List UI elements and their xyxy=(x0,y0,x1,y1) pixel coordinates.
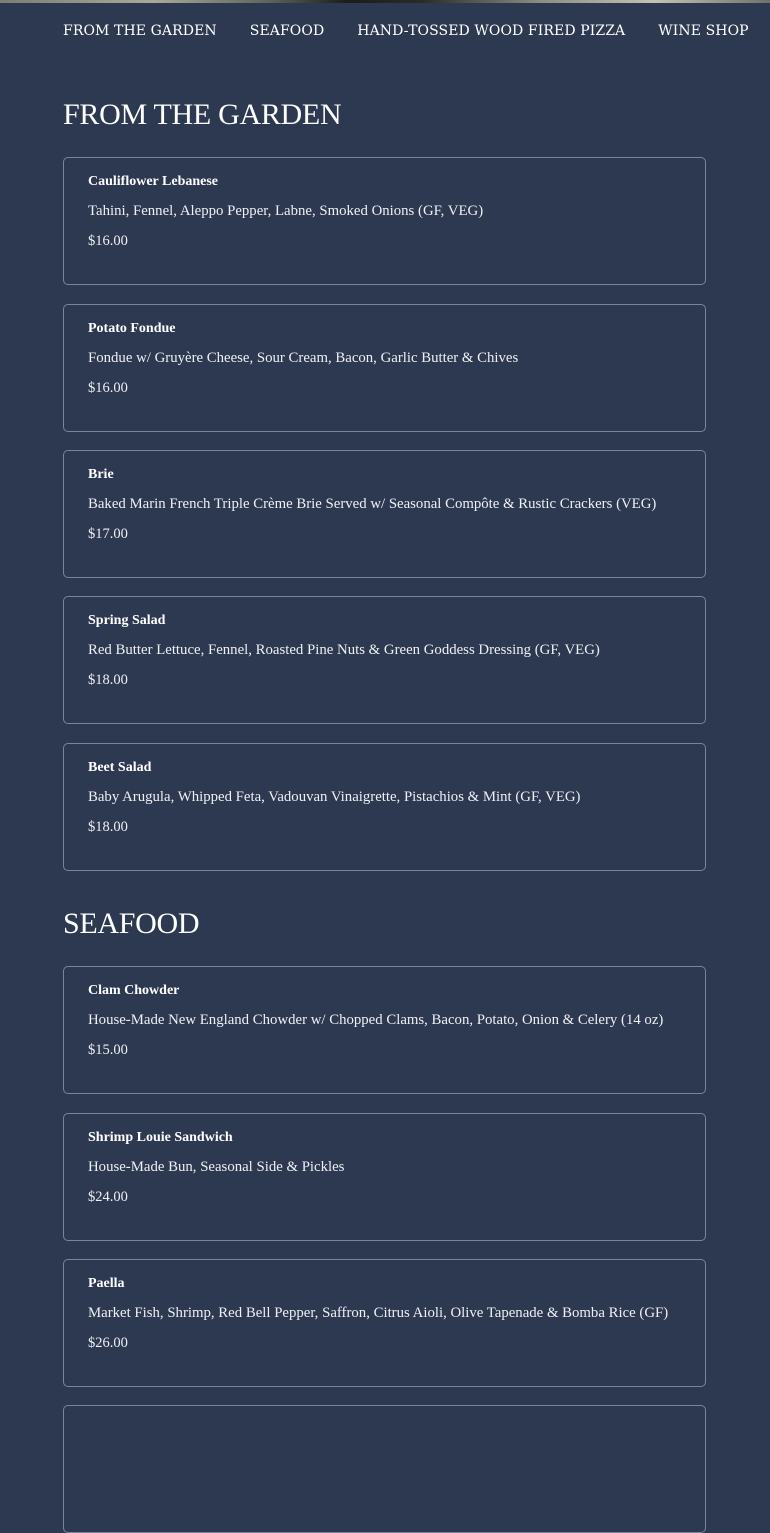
menu-item-card xyxy=(63,157,706,285)
menu-item-name: Beet Salad xyxy=(88,760,152,775)
menu-item-description: Baby Arugula, Whipped Feta, Vadouvan Vinaigrette, Pistachios & Mint (GF, VEG) xyxy=(88,789,581,805)
menu-item-name: Shrimp Louie Sandwich xyxy=(88,1130,233,1145)
menu-item-price: $18.00 xyxy=(88,819,128,835)
menu-item-description: Fondue w/ Gruyère Cheese, Sour Cream, Bacon, Garlic Butter & Chives xyxy=(88,350,519,366)
menu-item-card xyxy=(63,596,706,724)
menu-item-name: Clam Chowder xyxy=(88,983,180,998)
menu-item-price: $16.00 xyxy=(88,233,128,249)
menu-item-card xyxy=(63,743,706,871)
menu-item-card xyxy=(63,304,706,432)
menu-item-card xyxy=(63,966,706,1094)
menu-item-description: Tahini, Fennel, Aleppo Pepper, Labne, Smoked Onions (GF, VEG) xyxy=(88,203,484,219)
nav-link-from-the-garden[interactable]: FROM THE GARDEN xyxy=(63,23,217,39)
menu-item-price: $15.00 xyxy=(88,1042,128,1058)
menu-item-card xyxy=(63,450,706,578)
category-nav xyxy=(63,20,770,42)
nav-link-wine-shop[interactable]: WINE SHOP xyxy=(658,23,749,39)
menu-item-description: Baked Marin French Triple Crème Brie Served w/ Seasonal Compôte & Rustic Crackers (VEG) xyxy=(88,496,657,512)
menu-item-description: House-Made Bun, Seasonal Side & Pickles xyxy=(88,1159,345,1175)
section-title-from-the-garden: FROM THE GARDEN xyxy=(63,98,342,131)
nav-link-wood-fired-pizza[interactable]: HAND-TOSSED WOOD FIRED PIZZA xyxy=(357,23,626,39)
menu-item-price: $26.00 xyxy=(88,1335,128,1351)
menu-item-description: House-Made New England Chowder w/ Chopped Clams, Bacon, Potato, Onion & Celery (14 oz) xyxy=(88,1012,664,1028)
menu-item-description: Red Butter Lettuce, Fennel, Roasted Pine Nuts & Green Goddess Dressing (GF, VEG) xyxy=(88,642,600,658)
menu-item-price: $18.00 xyxy=(88,672,128,688)
menu-item-price: $24.00 xyxy=(88,1189,128,1205)
hero-image-strip xyxy=(0,0,770,3)
menu-item-price: $16.00 xyxy=(88,380,128,396)
menu-item-price: $17.00 xyxy=(88,526,128,542)
menu-item-description: Market Fish, Shrimp, Red Bell Pepper, Saffron, Citrus Aioli, Olive Tapenade & Bomba Rice (GF) xyxy=(88,1305,669,1321)
menu-item-name: Spring Salad xyxy=(88,613,166,628)
menu-item-name: Paella xyxy=(88,1276,125,1291)
menu-item-card xyxy=(63,1113,706,1241)
menu-item-name: Potato Fondue xyxy=(88,321,176,336)
menu-item-card-partial xyxy=(63,1405,706,1533)
menu-item-card xyxy=(63,1259,706,1387)
section-title-seafood: SEAFOOD xyxy=(63,907,200,940)
menu-item-name: Cauliflower Lebanese xyxy=(88,174,219,189)
nav-link-seafood[interactable]: SEAFOOD xyxy=(249,23,325,39)
menu-item-name: Brie xyxy=(88,467,114,482)
